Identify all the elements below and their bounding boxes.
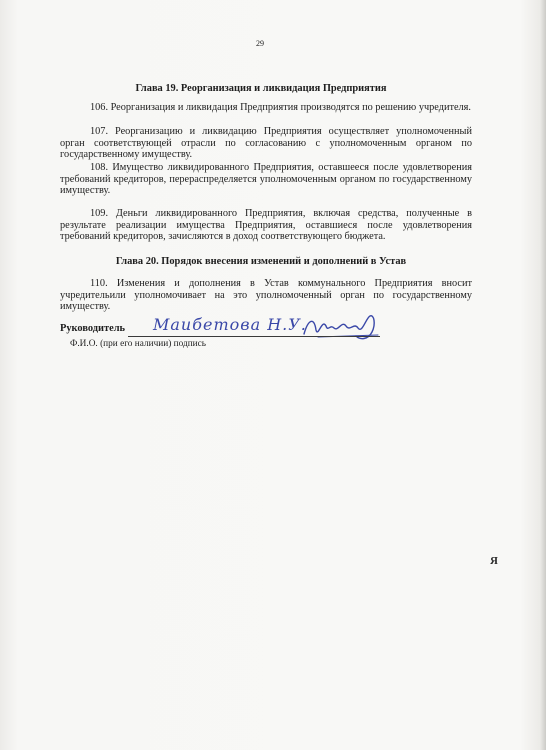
handwritten-signature [300, 310, 382, 342]
edge-letter: Я [490, 555, 498, 567]
paragraph-110: 110. Изменения и дополнения в Устав коммунального Предприятия вносит учредительили уполномочивает на это уполномоченный орган по государственному имуществу. [60, 278, 472, 313]
page-edge-shadow [540, 0, 546, 750]
chapter-20-title: Глава 20. Порядок внесения изменений и дополнений в Устав [115, 256, 407, 267]
handwritten-name: Маибетова Н.У. [153, 315, 307, 334]
paragraph-107: 107. Реорганизацию и ликвидацию Предприятия осуществляет уполномоченный орган соответствующей отрасли по согласованию с уполномоченным органом по государственному имуществу. [60, 126, 472, 161]
paragraph-109: 109. Деньги ликвидированного Предприятия, включая средства, полученные в результате реализации имущества Предприятия, оставшиеся после удовлетворения требований кредиторов, зачисляются в доход соответствующего бюджета. [60, 208, 472, 243]
chapter-19-title: Глава 19. Реорганизация и ликвидация Предприятия [135, 83, 387, 94]
page-number: 29 [256, 39, 264, 48]
paragraph-106: 106. Реорганизация и ликвидация Предприятия производятся по решению учредителя. [90, 102, 471, 113]
signature-label: Руководитель [60, 323, 126, 334]
signature-line [128, 336, 380, 337]
signature-caption: Ф.И.О. (при его наличии) подпись [70, 339, 207, 349]
paragraph-108: 108. Имущество ликвидированного Предприятия, оставшееся после удовлетворения требований кредиторов, перераспределяется уполномоченным органом по государственному имуществу. [60, 162, 472, 197]
